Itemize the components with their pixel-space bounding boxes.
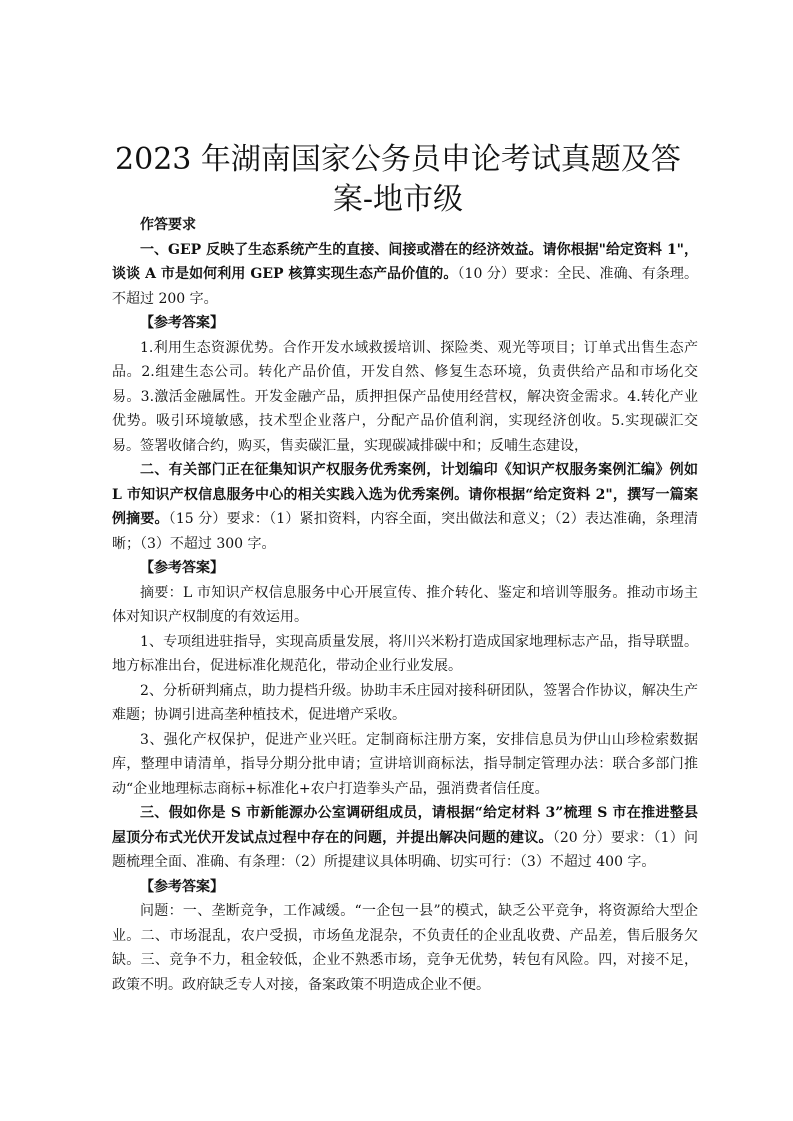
question-1 xyxy=(112,238,698,312)
question-2 xyxy=(112,458,698,556)
question-3-text: 三、假如你是 S 市新能源办公室调研组成员，请根据“给定材料 3”梳理 S 市在推进整县屋顶分布式光伏开发试点过程中存在的问题，并提出解决问题的建议。 xyxy=(112,805,698,846)
question-3-requirement: （20 分）要求：（1）问题梳理全面、准确、有条理：（2）所提建议具体明确、切实可行：（3）不超过 400 字。 xyxy=(112,829,699,870)
question-3 xyxy=(112,801,698,875)
requirements-heading: 作答要求 xyxy=(140,217,196,233)
question-2-requirement: （15 分）要求：（1）紧扣资料，内容全面，突出做法和意义；（2）表达准确，条理清晰；（3）不超过 300 字。 xyxy=(112,511,699,552)
answer-2-paragraph: 1、专项组进驻指导，实现高质量发展，将川兴米粉打造成国家地理标志产品，指导联盟。地方标准出台，促进标准化规范化，带动企业行业发展。 xyxy=(112,633,698,674)
document-body xyxy=(112,213,698,997)
answer-label-3: 【参考答案】 xyxy=(140,878,224,895)
answer-label-1: 【参考答案】 xyxy=(140,315,224,331)
answer-1: 1.利用生态资源优势。合作开发水域救援培训、探险类、观光等项目；订单式出售生态产品。2.组建生态公司。转化产品价值，开发自然、修复生态环境，负责供给产品和市场化交易。3.激活金融属性。开发金融产品，质押担保产品使用经营权，解决资金需求。4.转化产业优势。吸引环境敏感，技术型企业落户，分配产品价值利润，实现经济创收。5.实现碳汇交易。签署收储合约，购买，售卖碳汇量，实现碳减排碳中和；反哺生态建设， xyxy=(112,339,698,454)
answer-label-2: 【参考答案】 xyxy=(140,560,224,576)
question-1-requirement: （10 分）要求：全民、准确、有条理。不超过 200 字。 xyxy=(112,266,699,307)
answer-2-paragraph: 3、强化产权保护，促进产业兴旺。定制商标注册方案，安排信息员为伊山山珍检索数据库，整理申请清单，指导分期分批申请；宣讲培训商标法，指导制定管理办法：联合多部门推动“企业地理标志商标+标准化+农户打造拳头产品，强消费者信任度。 xyxy=(112,731,698,797)
answer-2-paragraph: 2、分析研判痛点，助力提档升级。协助丰禾庄园对接科研团队，签署合作协议，解决生产难题；协调引进高垄种植技术，促进增产采收。 xyxy=(112,682,698,723)
question-1-text: 一、GEP 反映了生态系统产生的直接、间接或潜在的经济效益。请你根据"给定资料 1"，谈谈 A 市是如何利用 GEP 核算实现生态产品价值的。 xyxy=(112,241,698,282)
question-2-text: 二、有关部门正在征集知识产权服务优秀案例，计划编印《知识产权服务案例汇编》例如 L 市知识产权信息服务中心的相关实践入选为优秀案例。请你根据“给定资料 2"，撰写一篇案例摘要。 xyxy=(112,462,698,527)
answer-2-paragraph: 摘要：L 市知识产权信息服务中心开展宣传、推介转化、鉴定和培训等服务。推动市场主体对知识产权制度的有效运用。 xyxy=(112,584,698,625)
document-title: 2023 年湖南国家公务员申论考试真题及答案-地市级 xyxy=(115,142,681,217)
answer-3: 问题：一、垄断竞争，工作减缓。“一企包一县”的模式，缺乏公平竞争，将资源给大型企业。二、市场混乱，农户受损，市场鱼龙混杂，不负责任的企业乱收费、产品差，售后服务欠缺。三、竞争不力，租金较低，企业不熟悉市场，竞争无优势，转包有风险。四，对接不足，政策不明。政府缺乏专人对接，备案政策不明造成企业不便。 xyxy=(112,903,698,993)
